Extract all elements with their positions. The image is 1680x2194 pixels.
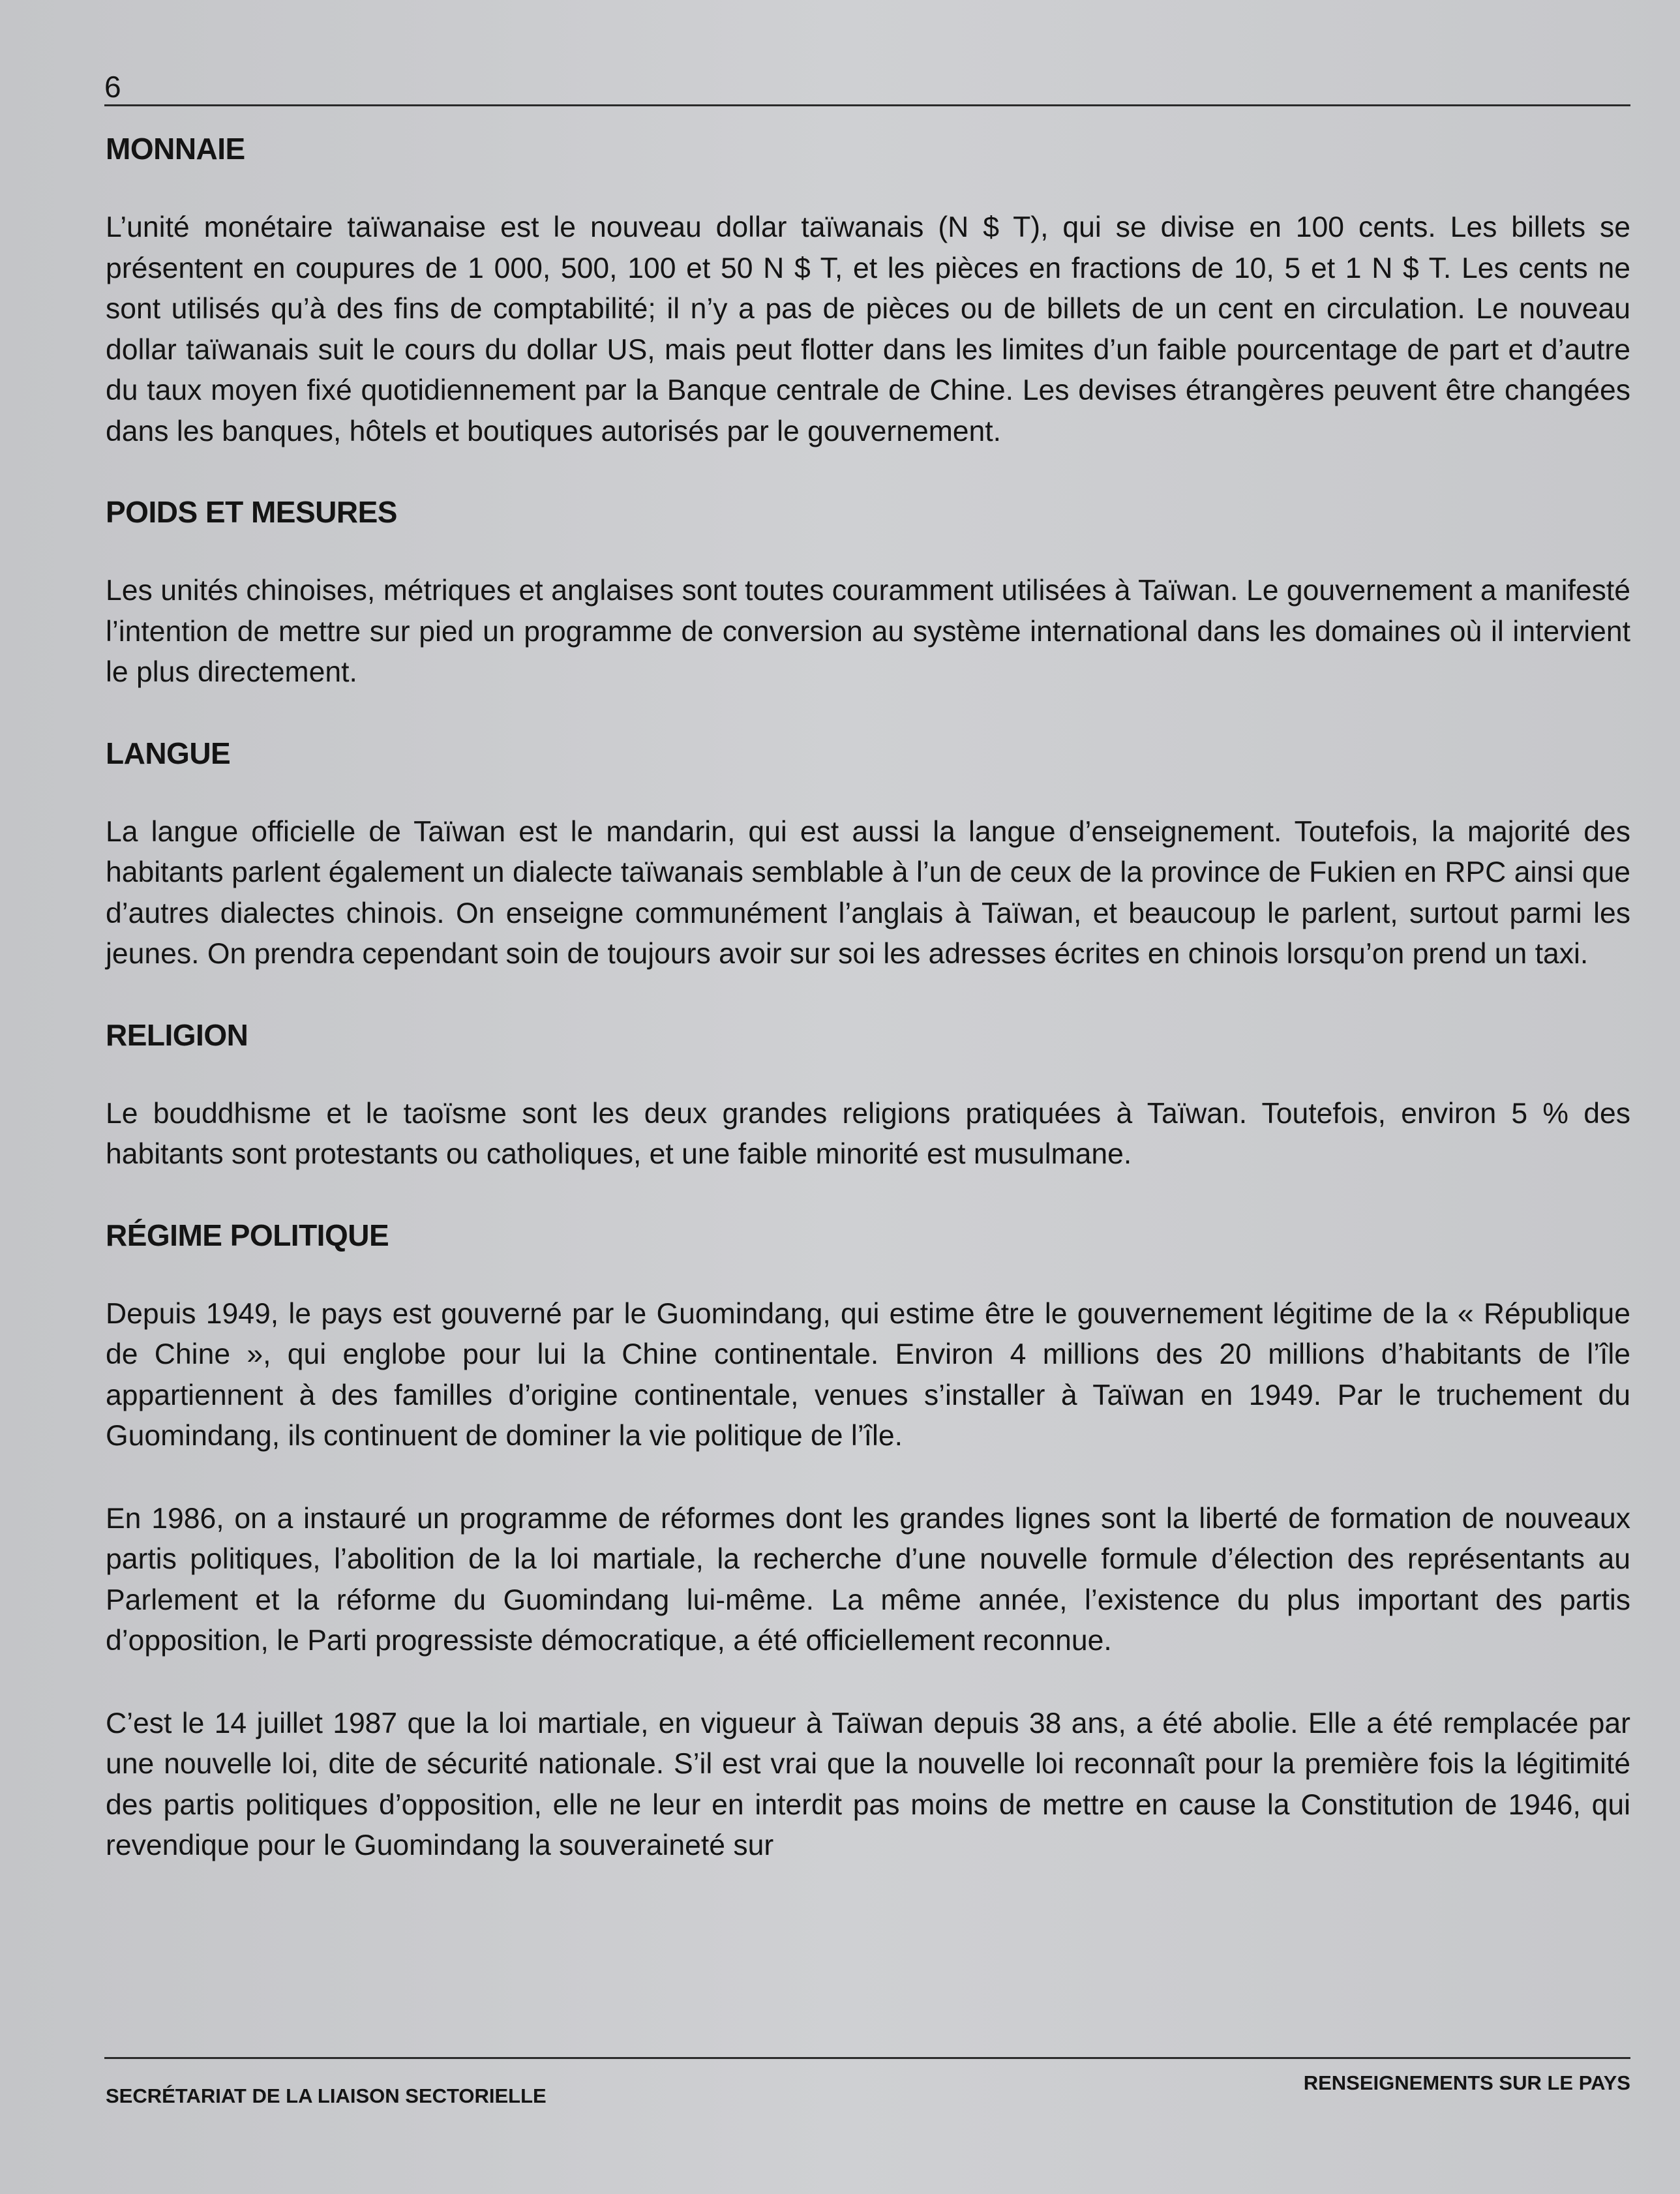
paragraph: La langue officielle de Taïwan est le mandarin, qui est aussi la langue d’enseignement. Toutefois, la majorité des habitants parlent également un dialecte taïwanais semblable à l’un de ceux de la province de Fukien en RPC ainsi que d’autres dialectes chinois. On enseigne communément l’anglais à Taïwan, et beaucoup le parlent, surtout parmi les jeunes. On prendra cependant soin de toujours avoir sur soi les adresses écrites en chinois lorsqu’on prend un taxi. xyxy=(106,815,1630,970)
page-content xyxy=(106,130,1630,1867)
paragraph: C’est le 14 juillet 1987 que la loi martiale, en vigueur à Taïwan depuis 38 ans, a été abolie. Elle a été remplacée par une nouvelle loi, dite de sécurité nationale. S’il est vrai que la nouvelle loi reconnaît pour la première fois la légitimité des partis politiques d’opposition, elle ne leur en interdit pas moins de mettre en cause la Constitution de 1946, qui revendique pour le Guomindang la souveraineté sur xyxy=(106,1707,1630,1861)
section-heading: LANGUE xyxy=(106,736,231,770)
paragraph: L’unité monétaire taïwanaise est le nouveau dollar taïwanais (N $ T), qui se divise en 100 cents. Les billets se présentent en coupures de 1 000, 500, 100 et 50 N $ T, et les pièces en fractions de 10, 5 et 1 N $ T. Les cents ne sont utilisés qu’à des fins de comptabilité; il n’y a pas de pièces ou de billets de un cent en circulation. Le nouveau dollar taïwanais suit le cours du dollar US, mais peut flotter dans les limites d’un faible pourcentage de part et d’autre du taux moyen fixé quotidiennement par la Banque centrale de Chine. Les devises étrangères peuvent être changées dans les banques, hôtels et boutiques autorisés par le gouvernement. xyxy=(106,211,1630,447)
footer-rule xyxy=(104,2057,1630,2059)
paragraph: Le bouddhisme et le taoïsme sont les deux grandes religions pratiquées à Taïwan. Toutefois, environ 5 % des habitants sont protestants ou catholiques, et une faible minorité est musulmane. xyxy=(106,1097,1630,1170)
section-heading: RELIGION xyxy=(106,1017,248,1052)
paragraph: Depuis 1949, le pays est gouverné par le Guomindang, qui estime être le gouvernement légitime de la « République de Chine », qui englobe pour lui la Chine continentale. Environ 4 millions des 20 millions d’habitants de l’île appartiennent à des familles d’origine continentale, venues s’installer à Taïwan en 1949. Par le truchement du Guomindang, ils continuent de dominer la vie politique de l’île. xyxy=(106,1297,1630,1452)
section-religion xyxy=(106,1017,1630,1175)
section-heading: MONNAIE xyxy=(106,132,245,166)
section-langue xyxy=(106,735,1630,975)
section-poids-et-mesures xyxy=(106,494,1630,693)
header-rule xyxy=(104,104,1630,106)
section-regime-politique xyxy=(106,1217,1630,1867)
section-heading: RÉGIME POLITIQUE xyxy=(106,1218,389,1252)
paragraph: En 1986, on a instauré un programme de réformes dont les grandes lignes sont la liberté de formation de nouveaux partis politiques, l’abolition de la loi martiale, la recherche d’une nouvelle formule d’élection des représentants au Parlement et la réforme du Guomindang lui-même. La même année, l’existence du plus important des partis d’opposition, le Parti progressiste démocratique, a été officiellement reconnue. xyxy=(106,1502,1630,1657)
footer-right-text: RENSEIGNEMENTS SUR LE PAYS xyxy=(1303,2071,1630,2094)
paragraph: Les unités chinoises, métriques et anglaises sont toutes couramment utilisées à Taïwan. Le gouvernement a manifesté l’intention de mettre sur pied un programme de conversion au système international dans les domaines où il intervient le plus directement. xyxy=(106,575,1630,688)
section-heading: POIDS ET MESURES xyxy=(106,495,397,529)
page-number: 6 xyxy=(104,70,121,104)
section-monnaie xyxy=(106,130,1630,452)
footer-left-text: SECRÉTARIAT DE LA LIAISON SECTORIELLE xyxy=(106,2084,547,2107)
